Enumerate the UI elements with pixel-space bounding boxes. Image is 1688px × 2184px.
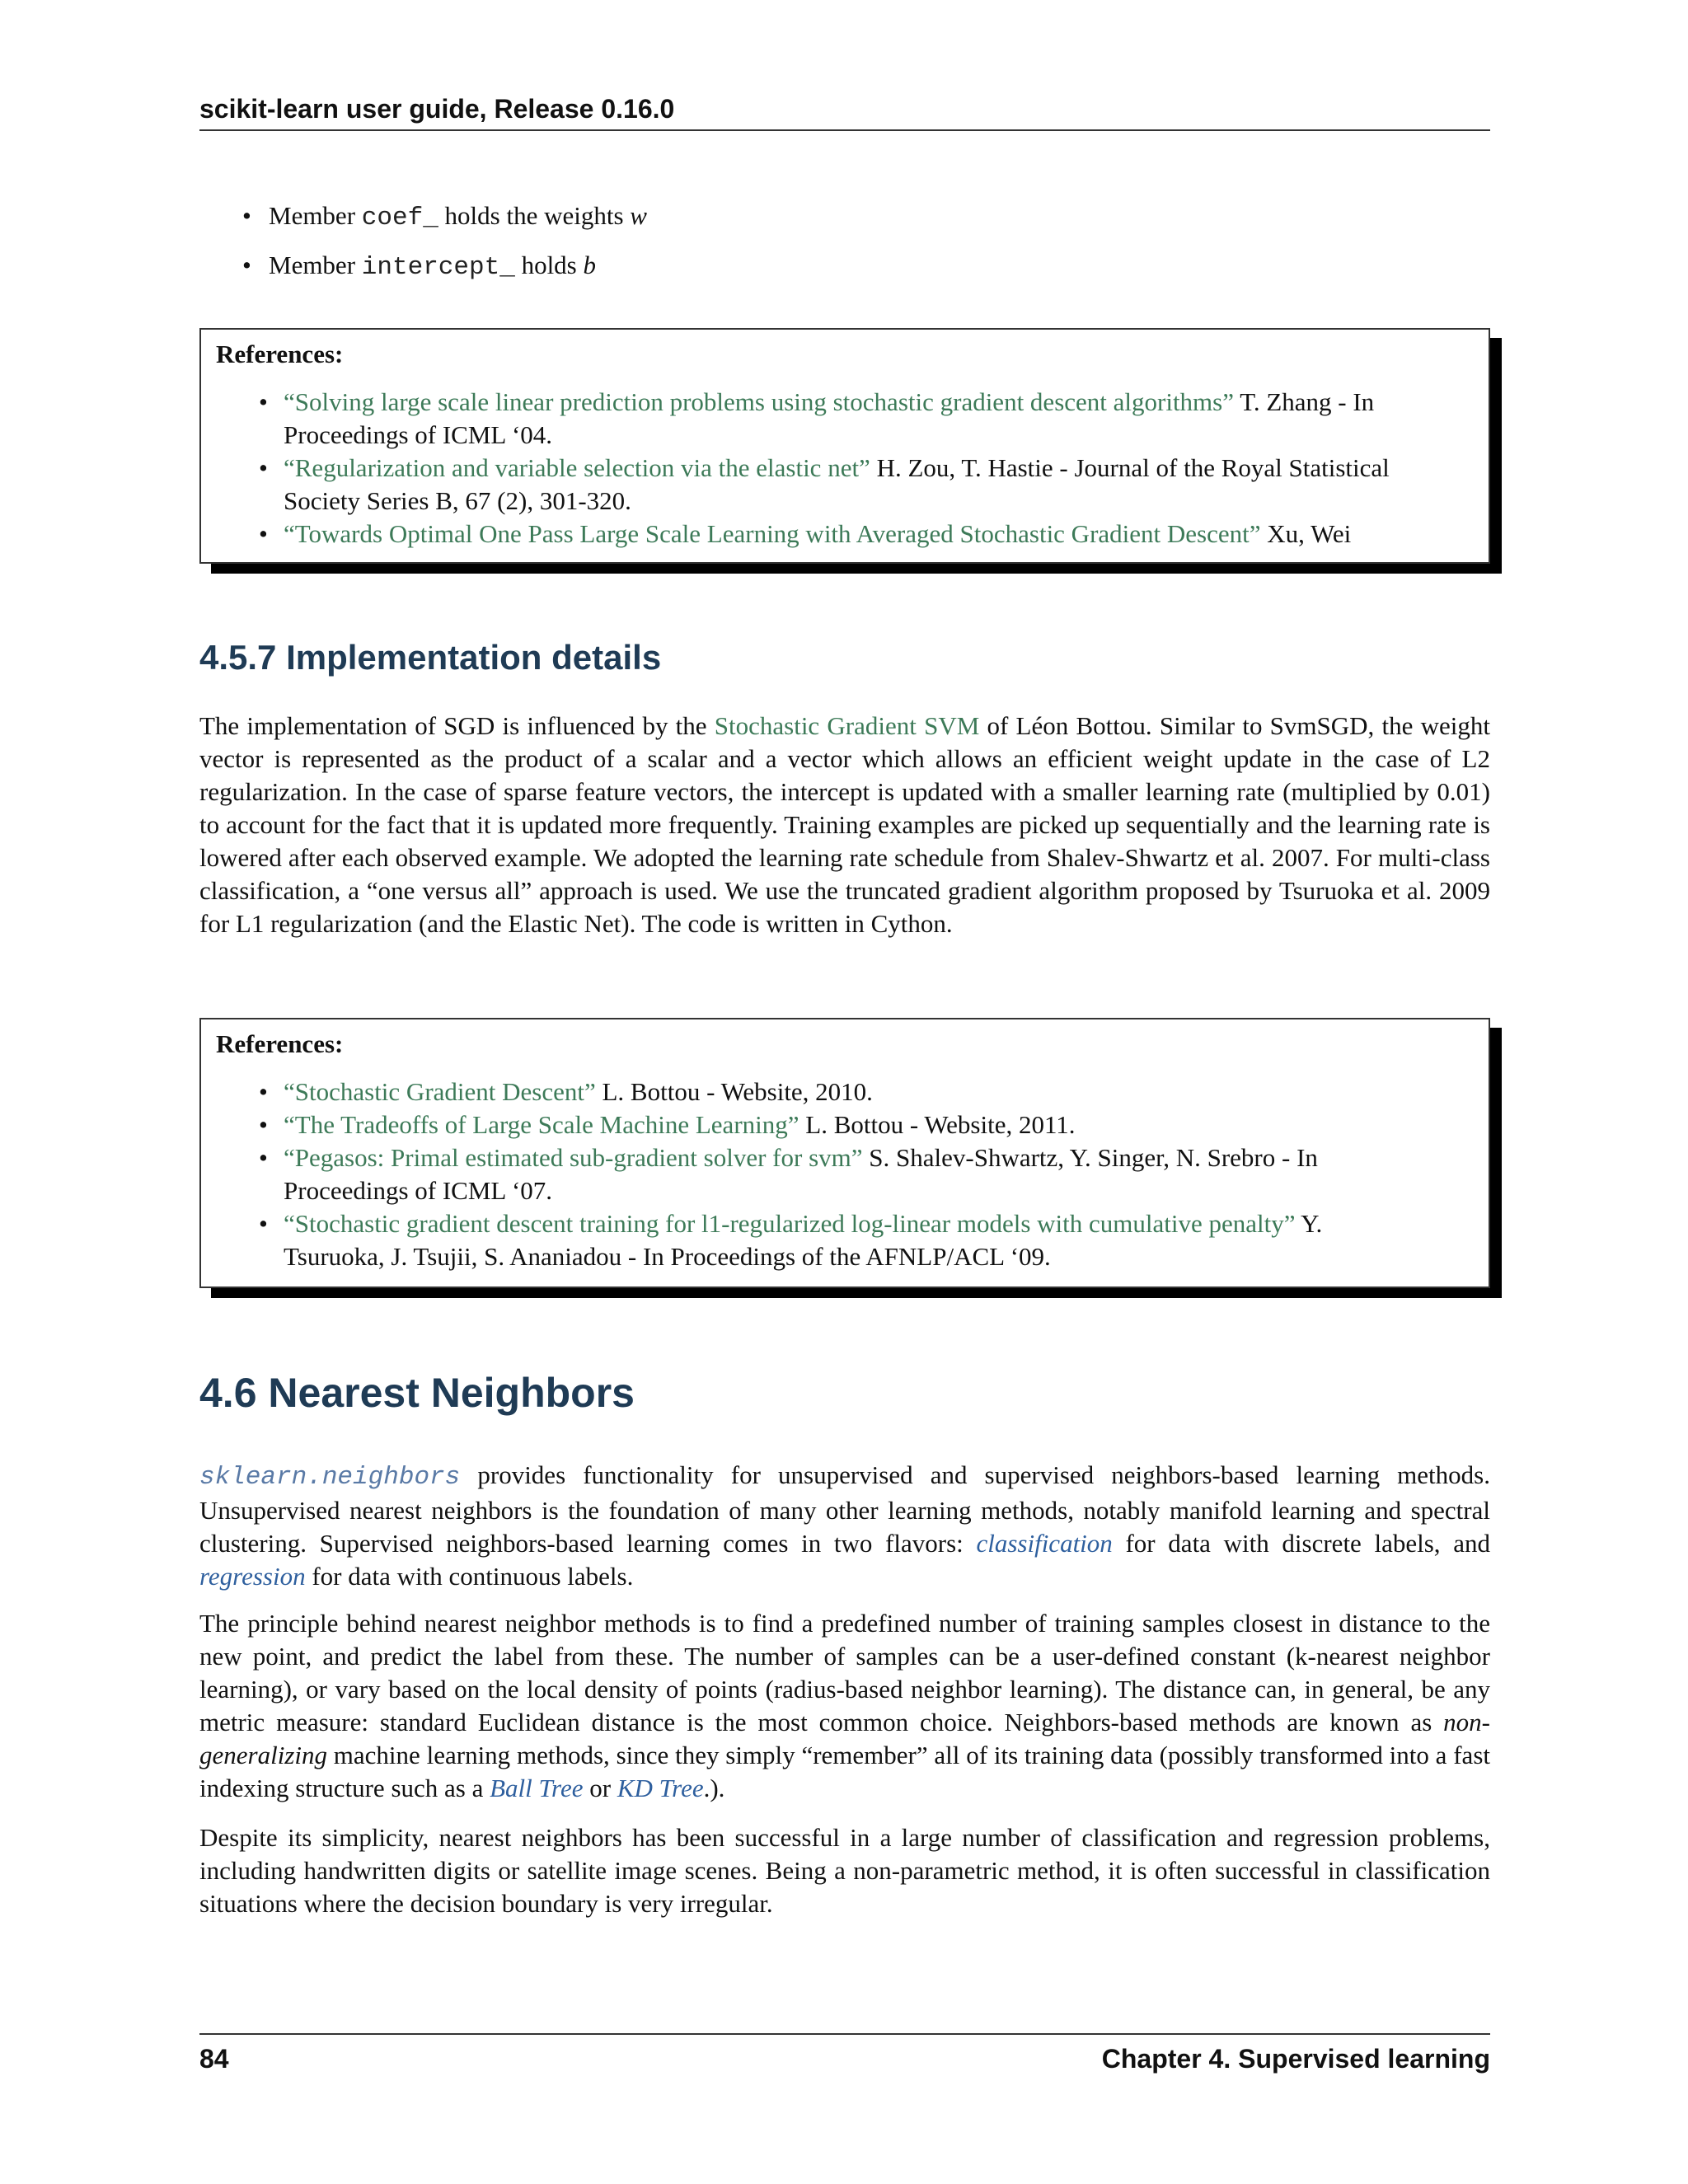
regression-link[interactable]: regression — [199, 1562, 306, 1591]
running-header: scikit-learn user guide, Release 0.16.0 — [199, 94, 675, 124]
code-coef: coef_ — [361, 204, 438, 232]
references-box — [199, 328, 1490, 564]
reference-item: • “Solving large scale linear prediction problems using stochastic gradient descent algorithms” T. Zhang - In Proceedings of ICML ‘04. — [216, 386, 1489, 452]
reference-link[interactable]: “Regularization and variable selection via the elastic net” — [284, 453, 870, 482]
kd-tree-link[interactable]: KD Tree — [617, 1774, 704, 1802]
member-list — [242, 199, 647, 298]
references-list — [216, 386, 1489, 551]
member-item-intercept: • Member intercept_ holds b — [242, 249, 647, 298]
member-item-coef: • Member coef_ holds the weights w — [242, 199, 647, 249]
reference-item: • “Pegasos: Primal estimated sub-gradient solver for svm” S. Shalev-Shwartz, Y. Singer, N. Srebro - In Proceedings of ICML ‘07. — [216, 1141, 1489, 1207]
math-symbol: b — [583, 251, 596, 279]
ball-tree-link[interactable]: Ball Tree — [490, 1774, 584, 1802]
document-page — [199, 0, 1490, 2184]
nearest-neighbors-principle-paragraph: The principle behind nearest neighbor methods is to find a predefined number of training samples closest in distance to the new point, and predict the label from these. The number of samples can be a user-defined constant (k-nearest neighbor learning), or vary based on the local density of points (radius-based neighbor learning). The distance can, in general, be any metric measure: standard Euclidean distance is the most common choice. Neighbors-based methods are known as non-generalizing machine learning methods, since they simply “remember” all of its training data (possibly transformed into a fast indexing structure such as a Ball Tree or KD Tree.). — [199, 1609, 1490, 1802]
section-heading-implementation: 4.5.7 Implementation details — [199, 638, 662, 677]
header-rule — [199, 129, 1490, 131]
reference-link[interactable]: “Solving large scale linear prediction problems using stochastic gradient descent algorithms” — [284, 387, 1234, 416]
classification-link[interactable]: classification — [976, 1529, 1113, 1558]
references-title: References: — [216, 340, 344, 368]
reference-link[interactable]: “Pegasos: Primal estimated sub-gradient solver for svm” — [284, 1143, 863, 1172]
reference-item: • “Stochastic gradient descent training for l1-regularized log-linear models with cumulative penalty” Y. Tsuruoka, J. Tsujii, S. Ananiadou - In Proceedings of the AFNLP/ACL ‘09. — [216, 1207, 1489, 1273]
math-symbol: w — [630, 201, 647, 230]
reference-item: • “Stochastic Gradient Descent” L. Bottou - Website, 2010. — [216, 1076, 1489, 1108]
references-list — [216, 1076, 1489, 1273]
reference-item: • “Regularization and variable selection via the elastic net” H. Zou, T. Hastie - Journal of the Royal Statistical Society Series B, 67 (2), 301-320. — [216, 452, 1489, 518]
nearest-neighbors-intro-paragraph: sklearn.neighbors provides functionality for unsupervised and supervised neighbors-based learning methods. Unsupervised nearest neighbors is the foundation of many other learning methods, notably manifold learning and spectral clustering. Supervised neighbors-based learning comes in two flavors: classification for data with discrete labels, and regression for data with continuous labels. — [199, 1460, 1490, 1591]
page-number: 84 — [199, 2044, 229, 2074]
sklearn-neighbors-link[interactable]: sklearn.neighbors — [199, 1463, 461, 1492]
reference-link[interactable]: “The Tradeoffs of Large Scale Machine Learning” — [284, 1110, 799, 1139]
nearest-neighbors-success-paragraph: Despite its simplicity, nearest neighbors has been successful in a large number of classification and regression problems, including handwritten digits or satellite image scenes. Being a non-parametric method, it is often successful in classification situations where the decision boundary is very irregular. — [199, 1823, 1490, 1918]
references-box — [199, 1018, 1490, 1288]
section-heading-nearest-neighbors: 4.6 Nearest Neighbors — [199, 1370, 635, 1416]
stochastic-gradient-svm-link[interactable]: Stochastic Gradient SVM — [714, 711, 980, 740]
reference-link[interactable]: “Stochastic Gradient Descent” — [284, 1077, 596, 1106]
footer-rule — [199, 2033, 1490, 2035]
chapter-title: Chapter 4. Supervised learning — [1101, 2044, 1490, 2074]
emphasis-non-generalizing: non-generalizing — [199, 1708, 1490, 1769]
reference-link[interactable]: “Towards Optimal One Pass Large Scale Learning with Averaged Stochastic Gradient Descent” — [284, 519, 1261, 548]
reference-item: • “The Tradeoffs of Large Scale Machine Learning” L. Bottou - Website, 2011. — [216, 1108, 1489, 1141]
references-title: References: — [216, 1029, 344, 1058]
reference-link[interactable]: “Stochastic gradient descent training for l1-regularized log-linear models with cumulative penalty” — [284, 1209, 1296, 1238]
implementation-paragraph: The implementation of SGD is influenced by the Stochastic Gradient SVM of Léon Bottou. Similar to SvmSGD, the weight vector is represented as the product of a scalar and a vector which allows an efficient weight update in the case of L2 regularization. In the case of sparse feature vectors, the intercept is updated with a smaller learning rate (multiplied by 0.01) to account for the fact that it is updated more frequently. Training examples are picked up sequentially and the learning rate is lowered after each observed example. We adopted the learning rate schedule from Shalev-Shwartz et al. 2007. For multi-class classification, a “one versus all” approach is used. We use the truncated gradient algorithm proposed by Tsuruoka et al. 2009 for L1 regularization (and the Elastic Net). The code is written in Cython. — [199, 711, 1490, 938]
reference-item: • “Towards Optimal One Pass Large Scale Learning with Averaged Stochastic Gradient Descent” Xu, Wei — [216, 518, 1489, 551]
code-intercept: intercept_ — [361, 253, 515, 282]
